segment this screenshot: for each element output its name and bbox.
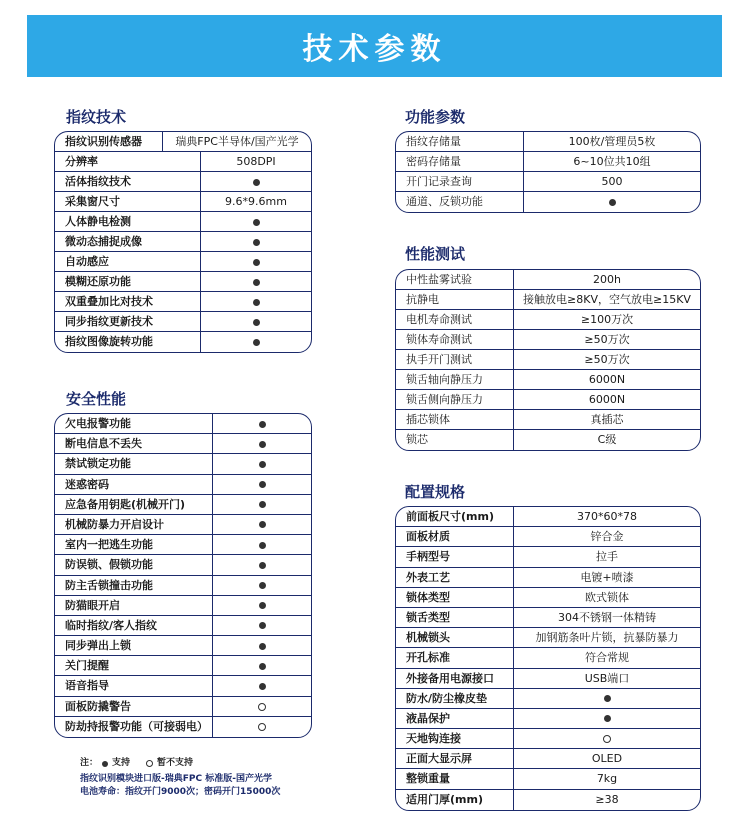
row-label: 锁体类型: [396, 588, 514, 607]
row-value: OLED: [591, 752, 623, 766]
function-table: [395, 131, 701, 213]
table-row: [396, 527, 700, 547]
row-label: 关门提醒: [55, 656, 213, 675]
row-label: 分辨率: [55, 152, 201, 171]
security-section-title: 安全性能: [66, 390, 127, 408]
table-row: [55, 292, 311, 312]
table-row: [396, 628, 700, 648]
filled-dot-icon: [259, 663, 266, 670]
row-value: [213, 636, 311, 655]
performance-section-title: 性能测试: [405, 245, 466, 263]
row-label: 应急备用钥匙(机械开门): [55, 495, 213, 514]
row-value: [213, 656, 311, 675]
table-row: [396, 270, 700, 290]
row-label: 微动态捕捉成像: [55, 232, 201, 251]
row-value: 6~10位共10组: [573, 155, 651, 168]
row-value: [201, 292, 311, 311]
row-label: 开孔标准: [396, 648, 514, 667]
filled-dot-icon: [253, 339, 260, 346]
table-row: [396, 290, 700, 310]
table-row: [55, 212, 311, 232]
table-row: [396, 749, 700, 769]
row-label: 手柄型号: [396, 547, 514, 566]
row-label: 锁芯: [396, 430, 514, 450]
row-label: 正面大显示屏: [396, 749, 514, 768]
table-row: [55, 454, 311, 474]
table-row: [396, 350, 700, 370]
row-value: [213, 596, 311, 615]
notes: [80, 757, 280, 799]
row-value: [213, 576, 311, 595]
row-value: [514, 729, 700, 748]
row-value: 接触放电≥8KV，空气放电≥15KV: [523, 293, 691, 306]
table-row: [55, 192, 311, 212]
filled-dot-icon: [259, 643, 266, 650]
table-row: [55, 434, 311, 454]
filled-dot-icon: [259, 461, 266, 468]
table-row: [396, 370, 700, 390]
filled-dot-icon: [253, 219, 260, 226]
fingerprint-table: [54, 131, 312, 353]
filled-dot-icon: [259, 562, 266, 569]
row-value: [213, 475, 311, 494]
row-value: [213, 414, 311, 433]
row-label: 密码存储量: [396, 152, 524, 171]
row-label: 适用门厚(mm): [396, 790, 514, 810]
row-value: 7kg: [596, 772, 618, 786]
row-label: 指纹识别传感器: [55, 132, 163, 151]
empty-circle-icon: [258, 723, 266, 731]
table-row: [396, 568, 700, 588]
row-label: 整锁重量: [396, 769, 514, 788]
security-table: [54, 413, 312, 738]
table-row: [55, 697, 311, 717]
row-label: 防主舌锁撞击功能: [55, 576, 213, 595]
row-label: 自动感应: [55, 252, 201, 271]
table-row: [55, 717, 311, 737]
filled-dot-icon: [253, 279, 260, 286]
table-row: [396, 310, 700, 330]
table-row: [55, 515, 311, 535]
row-value: 锌合金: [590, 530, 624, 544]
table-row: [396, 330, 700, 350]
row-value: [201, 232, 311, 251]
table-row: [396, 132, 700, 152]
row-label: 电机寿命测试: [396, 310, 514, 329]
table-row: [55, 232, 311, 252]
row-value: [213, 434, 311, 453]
filled-dot-icon: [604, 695, 611, 702]
filled-dot-icon: [259, 501, 266, 508]
row-label: 迷惑密码: [55, 475, 213, 494]
empty-circle-icon: [258, 703, 266, 711]
row-value: 符合常规: [585, 651, 629, 665]
table-row: [55, 555, 311, 575]
table-row: [55, 252, 311, 272]
row-label: 机械锁头: [396, 628, 514, 647]
empty-circle-icon: [603, 735, 611, 743]
row-value: ≥38: [595, 792, 619, 806]
table-row: [396, 547, 700, 567]
table-row: [396, 790, 700, 810]
table-row: [55, 172, 311, 192]
row-label: 开门记录查询: [396, 172, 524, 191]
row-value: [213, 697, 311, 716]
legend: [80, 757, 280, 770]
row-value: 电镀+喷漆: [580, 570, 634, 584]
row-label: 禁试锁定功能: [55, 454, 213, 473]
config-section-title: 配置规格: [405, 483, 466, 501]
row-value: 500: [601, 175, 623, 188]
row-value: [213, 454, 311, 473]
table-row: [396, 588, 700, 608]
table-row: [396, 648, 700, 668]
filled-dot-icon: [259, 602, 266, 609]
row-value: 100枚/管理员5枚: [568, 135, 656, 148]
row-label: 前面板尺寸(mm): [396, 507, 514, 526]
row-label: 指纹图像旋转功能: [55, 332, 201, 352]
filled-dot-icon: [259, 441, 266, 448]
table-row: [396, 192, 700, 212]
filled-dot-icon: [609, 199, 616, 206]
row-label: 锁舌轴向静压力: [396, 370, 514, 389]
table-row: [396, 608, 700, 628]
row-value: 欧式锁体: [585, 590, 629, 604]
row-label: 指纹存储量: [396, 132, 524, 151]
row-label: 锁舌类型: [396, 608, 514, 627]
row-label: 防猫眼开启: [55, 596, 213, 615]
filled-dot-icon: [604, 715, 611, 722]
row-label: 采集窗尺寸: [55, 192, 201, 211]
table-row: [55, 535, 311, 555]
row-value: [524, 192, 700, 212]
row-label: 临时指纹/客人指纹: [55, 616, 213, 635]
table-row: [396, 152, 700, 172]
row-value: 拉手: [596, 550, 618, 564]
row-value: ≥50万次: [584, 353, 630, 366]
table-row: [55, 152, 311, 172]
filled-dot-icon: [259, 521, 266, 528]
row-value: ≥50万次: [584, 333, 630, 346]
filled-dot-icon: [253, 259, 260, 266]
table-row: [396, 689, 700, 709]
table-row: [55, 414, 311, 434]
row-value: 6000N: [588, 393, 626, 406]
row-value: [201, 272, 311, 291]
filled-dot-icon: [259, 421, 266, 428]
page-title: 技术参数: [302, 32, 447, 67]
table-row: [55, 616, 311, 636]
table-row: [396, 430, 700, 450]
config-table: [395, 506, 701, 811]
row-value: 瑞典FPC半导体/国产光学: [175, 135, 299, 148]
row-value: 200h: [593, 273, 621, 286]
row-value: 304不锈钢一体精铸: [558, 610, 656, 624]
row-value: 9.6*9.6mm: [225, 195, 287, 208]
row-label: 防劫持报警功能（可接弱电）: [55, 717, 213, 737]
performance-table: [395, 269, 701, 451]
row-label: 语音指导: [55, 676, 213, 695]
note-line-module: 指纹识别模块进口版-瑞典FPC 标准版-国产光学: [80, 774, 272, 784]
row-label: 防水/防尘橡皮垫: [396, 689, 514, 708]
fingerprint-header-row: [55, 132, 311, 152]
row-label: 欠电报警功能: [55, 414, 213, 433]
row-value: [213, 495, 311, 514]
row-label: 液晶保护: [396, 709, 514, 728]
row-label: 同步指纹更新技术: [55, 312, 201, 331]
row-label: 面板材质: [396, 527, 514, 546]
row-label: 防误锁、假锁功能: [55, 555, 213, 574]
legend-nosupport: 暂不支持: [157, 758, 194, 768]
row-label: 外接备用电源接口: [396, 669, 514, 688]
row-value: C级: [597, 433, 617, 446]
filled-dot-icon: [259, 622, 266, 629]
table-row: [396, 769, 700, 789]
filled-dot-icon: [253, 239, 260, 246]
row-label: 外表工艺: [396, 568, 514, 587]
filled-dot-icon: [253, 179, 260, 186]
row-value: [213, 515, 311, 534]
row-label: 天地钩连接: [396, 729, 514, 748]
table-row: [55, 332, 311, 352]
row-label: 人体静电检测: [55, 212, 201, 231]
row-value: [201, 312, 311, 331]
row-value: 370*60*78: [577, 510, 637, 523]
legend-support: 支持: [112, 758, 131, 768]
row-label: 同步弹出上锁: [55, 636, 213, 655]
fingerprint-section-title: 指纹技术: [66, 108, 127, 126]
table-row: [55, 636, 311, 656]
table-row: [55, 312, 311, 332]
legend-prefix: 注：: [80, 758, 99, 768]
filled-dot-icon: [259, 481, 266, 488]
row-value: 6000N: [588, 373, 626, 386]
row-value: 508DPI: [236, 155, 276, 168]
row-value: [201, 212, 311, 231]
table-row: [55, 596, 311, 616]
table-row: [396, 729, 700, 749]
row-label: 锁舌侧向静压力: [396, 390, 514, 409]
row-label: 机械防暴力开启设计: [55, 515, 213, 534]
empty-circle-icon: [146, 760, 153, 767]
table-row: [55, 272, 311, 292]
row-label: 面板防撬警告: [55, 697, 213, 716]
row-label: 模糊还原功能: [55, 272, 201, 291]
function-section-title: 功能参数: [405, 108, 466, 126]
filled-dot-icon: [102, 761, 108, 767]
row-value: [213, 717, 311, 737]
table-row: [396, 390, 700, 410]
row-value: USB端口: [584, 671, 630, 685]
row-value: [213, 535, 311, 554]
row-value: [213, 555, 311, 574]
table-row: [396, 709, 700, 729]
row-label: 中性盐雾试验: [396, 270, 514, 289]
title-banner: [27, 15, 722, 77]
table-row: [396, 410, 700, 430]
table-row: [55, 475, 311, 495]
row-value: [514, 709, 700, 728]
table-row: [55, 676, 311, 696]
filled-dot-icon: [253, 299, 260, 306]
table-row: [396, 669, 700, 689]
row-value: 加钢筋条叶片锁，抗暴防暴力: [535, 631, 679, 645]
row-label: 活体指纹技术: [55, 172, 201, 191]
filled-dot-icon: [259, 542, 266, 549]
row-value: 真插芯: [590, 413, 624, 426]
row-value: [201, 172, 311, 191]
table-row: [55, 576, 311, 596]
row-value: [213, 676, 311, 695]
row-label: 通道、反锁功能: [396, 192, 524, 212]
note-line-battery: 电池寿命：指纹开门9000次；密码开门15000次: [80, 787, 281, 797]
row-label: 双重叠加比对技术: [55, 292, 201, 311]
row-value: [514, 689, 700, 708]
row-value: ≥100万次: [580, 313, 634, 326]
row-value: [213, 616, 311, 635]
row-label: 室内一把逃生功能: [55, 535, 213, 554]
table-row: [396, 172, 700, 192]
row-label: 执手开门测试: [396, 350, 514, 369]
row-label: 插芯锁体: [396, 410, 514, 429]
table-row: [55, 495, 311, 515]
filled-dot-icon: [259, 683, 266, 690]
filled-dot-icon: [259, 582, 266, 589]
row-label: 断电信息不丢失: [55, 434, 213, 453]
filled-dot-icon: [253, 319, 260, 326]
row-label: 抗静电: [396, 290, 514, 309]
row-value: [201, 332, 311, 352]
table-row: [55, 656, 311, 676]
row-value: [201, 252, 311, 271]
row-label: 锁体寿命测试: [396, 330, 514, 349]
table-row: [396, 507, 700, 527]
